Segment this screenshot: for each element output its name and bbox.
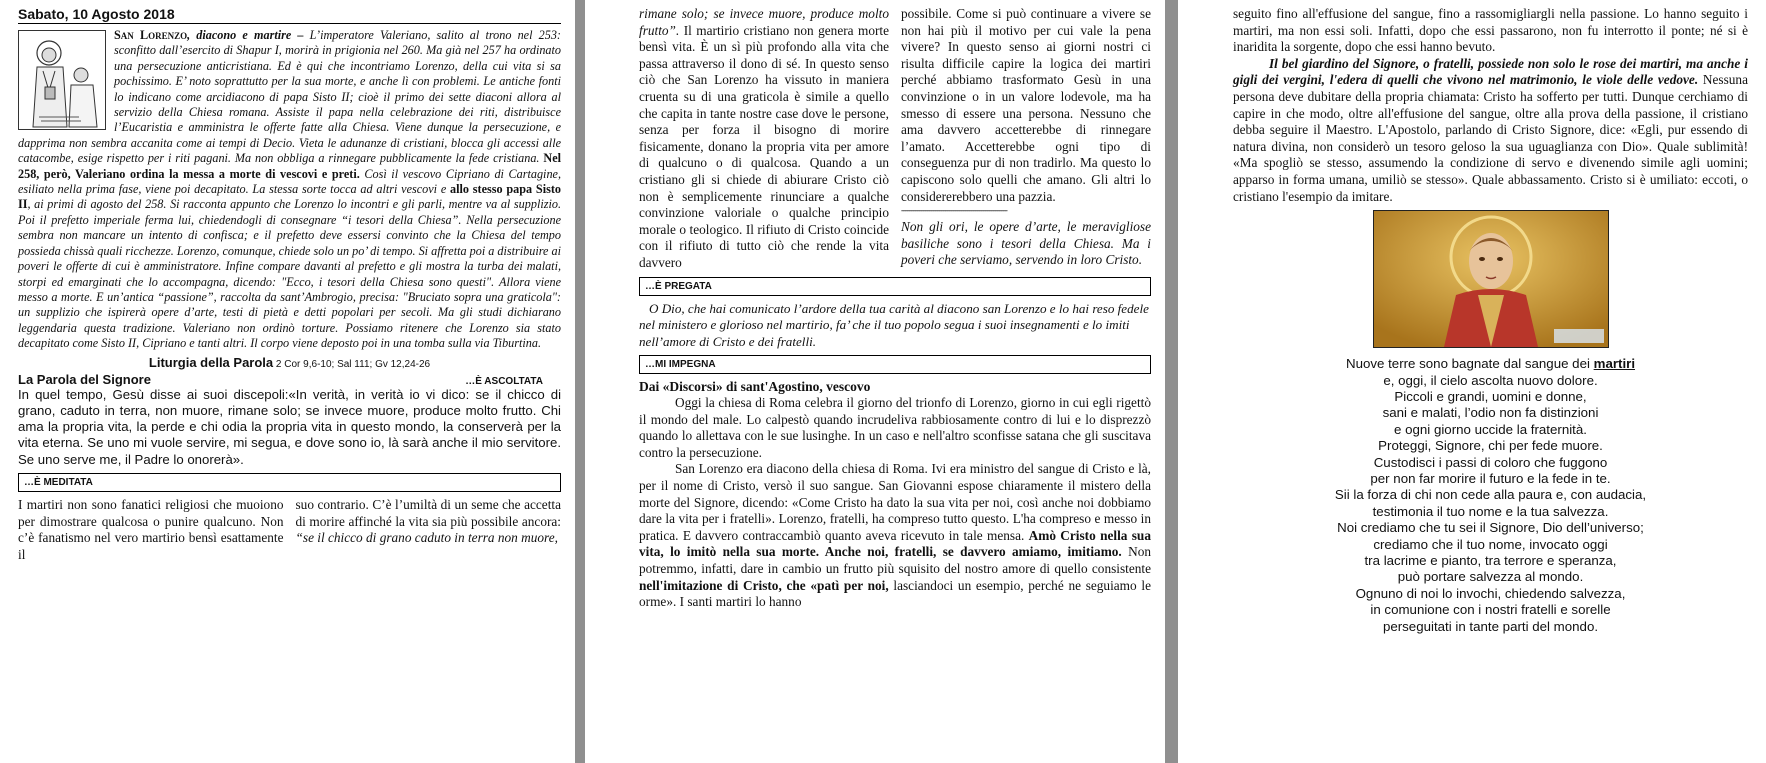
garden-bold-italic: Il bel giardino del Signore, o fratelli, possiede non solo le rose dei martiri, ma anche i gigli dei vergini, l'edera di quelli che vivono nel matrimonio, le viole delle vedove. [1233,55,1748,88]
liturgy-refs: 2 Cor 9,6-10; Sal 111; Gv 12,24-26 [273,358,431,370]
gospel-text: In quel tempo, Gesù disse ai suoi discepoli:«In verità, in verità io vi dico: se il chicco di grano, caduto in terra, non muore, rimane solo; se invece muore, produce molto frutto. Chi ama la propria vita, la perde e chi odia la propria vita in questo mondo, la conserverà per la vita eterna. Se uno mi vuole servire, mi segua, e dove sono io, là sarà anche il mio servitore. Se uno serve me, il Padre lo onorerà». [18,386,561,467]
saint-lorenzo-painting [1373,210,1609,348]
meditation-col-3 [639,6,889,272]
par2-text-b: Non potremmo, infatti, dare in cambio un frutto più squisito del nostro amore di quello consistente [639,544,1152,576]
poem-line: e ogni giorno uccide la fraternità. [1394,421,1587,437]
liturgy-title: Liturgia della Parola [148,354,274,370]
med-col2-text: suo contrario. C’è l’umiltà di un seme che accetta di morire affinché la vita sia più possibile ancora: [295,497,561,529]
garden-text: Nessuna persona deve dubitare della propria chiamata: Cristo ha sofferto per tutti. Dunque cerchiamo di capire in che modo, oltre all'effusione del sangue, oltre alla prova della passione, il cristiano debba seguire il Maestro. L'Apostolo, parlando di Cristo Signore, dice: «Egli, pur essendo di natura divina, non considerò un tesoro geloso la sua uguaglianza con Dio». Quale sublimità! «Ma spogliò se stesso, assumendo la condizione di servo e divenendo simile agli uomini; apparso in forma umana, umiliò se stesso». Quale abbassamento. Cristo si è umiliato: eccoti, o cristiano l'esempio da imitare. [1233,72,1748,204]
poem [1233,356,1748,635]
par2-bold-1: Amò Cristo nella sua vita, lo imitò nella sua morte. Anche noi, fratelli, se davvero amiamo, imitiamo. [639,527,1151,560]
poem-first-text: Nuove terre sono bagnate dal sangue dei [1345,356,1594,372]
poem-line: sani e malati, l’odio non fa distinzioni [1382,405,1599,421]
intro-bold-2: allo stesso papa Sisto II [18,182,561,212]
impegna-section-head: …MI IMPEGNA [639,355,1151,374]
poem-line: crediamo che il tuo nome, invocato oggi [1373,536,1608,552]
meditation-continued [639,6,1151,272]
parola-heading [18,372,561,387]
par2-text-c: lasciandoci un esempio, perché ne seguiamo le orme». I santi martiri lo hanno [639,577,1151,610]
garden-paragraph [1233,56,1748,205]
poem-line-0 [1233,356,1748,372]
discorsi-title: Dai «Discorsi» di sant'Agostino, vescovo [639,379,871,394]
page-right [1178,0,1766,763]
par2-bold-2: nell'imitazione di Cristo, che «patì per noi, [639,577,889,593]
meditation-col-2 [296,497,562,563]
poem-line: per non far morire il futuro e la fede in te. [1370,470,1611,486]
meditation-columns [18,497,561,563]
poem-first-underlined: martiri [1593,356,1636,372]
par2-text-a: San Lorenzo era diacono della chiesa di Roma. Ivi era ministro del sangue di Cristo e là, per il nome di Cristo, versò il suo sangue. San Giovanni espose chiaramente il mistero della morte del Signore, dicendo: «Come Cristo ha dato la sua vita per noi, così anche noi dobbiamo dare la vita per i fratelli». Lorenzo, fratelli, ha compreso tutto questo. L'ha compreso e messo in pratica. E davvero contraccambiò quanto aveva ricevuto in tale mensa. [639,461,1151,543]
intro-text-2: Così il vescovo Cipriano di Cartagine, esiliato nella prima fase, viene poi decapitato. La stessa sorte tocca ad altri vescovi e [18,166,561,197]
poem-line: Custodisci i passi di coloro che fuggono [1373,454,1608,470]
parola-title: La Parola del Signore [18,371,151,387]
meditation-col-3-text: Il martirio cristiano non genera morte bensì vita. È un sì più profondo alla vita che passa attraverso il dono di sé. In questo senso ciò che San Lorenzo ha vissuto in maniera cruenta su di una graticola è simile a quello che capita in tante nostre case dove le persone, senza per forza il bisogno di morire fisicamente, donano la propria vita per amore di qualcuno o di qualcosa. Quando a un cristiano gli si chiede di abiurare Cristo ciò non è semplicemente rinunciare a qualche convinzione valoriale o qualche principio morale o teologico. Il rifiuto di Cristo coincide con il rifiuto di tutto ciò che rende la vita davvero [639,22,889,270]
poem-line: può portare salvezza al mondo. [1397,569,1584,585]
page-middle [585,0,1165,763]
pregata-section-head: …È PREGATA [639,277,1151,296]
med-col2-quote: “se il chicco di grano caduto in terra non muore, [295,530,558,546]
prayer-text: O Dio, che hai comunicato l’ardore della tua carità al diacono san Lorenzo e lo hai reso fedele nel ministero e glorioso nel martirio, fa’ che il tuo popolo segua i suoi insegnamenti e lo imiti nell’amore di Cristo e dei fratelli. [639,300,1149,349]
intro-bold-1: Nel 258, però, Valeriano ordina la messa a morte di vescovi e preti. [18,151,561,181]
meditata-section-head: …È MEDITATA [18,473,561,492]
page-left [0,0,575,763]
poem-line: Ognuno di noi lo invochi, chiedendo salvezza, [1355,585,1626,601]
intro-text-3: , ai primi di agosto del 258. Si racconta appunto che Lorenzo lo incontri e gli parli, mentre va al supplizio. Poi il prefetto imperiale ferma lui, chiedendogli di consegnare “i tesori della Chiesa”. Nella persecuzione sembra non mancare un intento di confisca; e il prefetto deve essersi convinto che la Chiesa del tempo possieda chissà quali ricchezze. Lorenzo, comunque, chiede solo un po’ di tempo. Si affretta poi a distribuire ai poveri le offerte di cui è amministratore. Infine compare davanti al prefetto e gli mostra la turba dei malati, storpi ed emarginati che lo accompagna, dicendo: "Ecco, i tesori della Chiesa sono questi". Allora viene messo a morte. E un’antica “passione”, raccolta da sant’Ambrogio, precisa: "Bruciato sopra una graticola": un supplizio che ispirerà opere d’arte, testi di pietà e detti popolari per secoli. Ma gli studi dichiarano leggendaria questa tradizione. Valeriano non ordinò torture. Possiamo ritenere che Lorenzo sia stato decapitato come Sisto II, Cipriano e tanti altri. Il corpo viene deposto poi in una tomba sulla via Tiburtina. [18,197,561,351]
poem-line: Piccoli e grandi, uomini e donne, [1394,388,1587,404]
quote-continued: rimane solo; se invece muore, produce molto frutto”. [639,6,889,38]
saint-role: , diacono e martire – [187,28,304,42]
intro-text: L’imperatore Valeriano, salito al trono nel 253: sconfitto dall’esercito di Shapur I, morirà in prigionia nel 260. Ma già nel 257 ha ordinato una persecuzione anticristiana. Ed è qui che incontriamo Lorenzo, della cui vita si sa pochissimo. E’ noto soprattutto per la sua morte, e anche lì con problemi. Le antiche fonti lo indicano come arcidiacono di papa Sisto II; cioè il primo dei sette diaconi allora al servizio della Chiesa romana. Assiste il papa nella celebrazione dei riti, distribuisce l’Eucaristia e amministra le offerte fatte alla Chiesa. Viene dunque la persecuzione, e dapprima non sembra accanita come ai tempi di Decio. Vieta le adunanze di cristiani, blocca gli accessi alle catacombe, esige rispetto per i riti pagani. Ma non obbliga a rinnegare pubblicamente la fede cristiana. [18,28,561,166]
meditation-col-4 [901,6,1151,272]
discorsi-paragraph-2 [639,461,1151,610]
poem-line: Noi crediamo che tu sei il Signore, Dio dell’universo; [1337,520,1644,536]
saint-lorenzo-illustration [18,30,106,130]
poem-line: Proteggi, Signore, chi per fede muore. [1378,438,1603,454]
poem-line: perseguitati in tante parti del mondo. [1382,618,1599,634]
poem-line: Sii la forza di chi non cede alla paura e, con audacia, [1334,487,1647,503]
ascoltata-tag: …È ASCOLTATA [465,375,543,387]
poem-line: in comunione con i nostri fratelli e sorelle [1370,602,1611,618]
saint-name: San Lorenzo [114,28,188,42]
poem-line: tra lacrime e pianto, tra terrore e speranza, [1364,553,1617,568]
meditation-col-4-text: possibile. Come si può continuare a vivere se non hai più il motivo per cui vale la pena vivere? In questo senso ai giorni nostri ci risulta difficile capire la logica dei martiri perché abbiamo trasformato Gesù in una convinzione o in un valore lodevole, ma ha smesso di essere una persona. Nessuno che ama davvero accetterebbe di rinnegare l’amato. Accetterebbe ogni tipo di conseguenza pur di non tradirlo. Ma questo lo capiscono solo quelli che amano. Gli altri lo considererebbero una pazzia. [901,6,1151,204]
poem-line: testimonia il tuo nome e la tua salvezza. [1372,503,1609,519]
poem-line: e, oggi, il cielo ascolta nuovo dolore. [1383,372,1598,388]
discorsi-paragraph-1: Oggi la chiesa di Roma celebra il giorno del trionfo di Lorenzo, giorno in cui egli rigettò il mondo del male. Lo calpestò quando incrudeliva rabbiosamente contro di lui e lo disprezzò quando lo allettava con le sue lusinghe. In un caso e nell'altro sconfisse satana che gli suscitava contro la persecuzione. [639,395,1151,460]
treasures-quote: Non gli ori, le opere d’arte, le meravigliose basiliche sono i tesori della Chiesa. Ma i poveri che serviamo, servendo in loro Cristo. [901,219,1151,268]
date-header: Sabato, 10 Agosto 2018 [18,6,561,24]
liturgy-heading [18,355,561,370]
meditation-col-1: I martiri non sono fanatici religiosi che muoiono per dimostrare qualcosa o punire qualcuno. Non c’è fanatismo nel vero martirio bensì esattamente il [18,497,284,562]
separator-line: ----------------------------------------------------- [901,205,1007,216]
discorsi-continued: seguito fino all'effusione del sangue, fino a rassomigliargli nella passione. Lo hanno seguito i martiri, ma non essi soli. Infatti, dopo che essi passarono, non fu interrotto il ponte; né si è inaridita la sorgente, dopo che essi hanno bevuto. [1233,6,1748,55]
